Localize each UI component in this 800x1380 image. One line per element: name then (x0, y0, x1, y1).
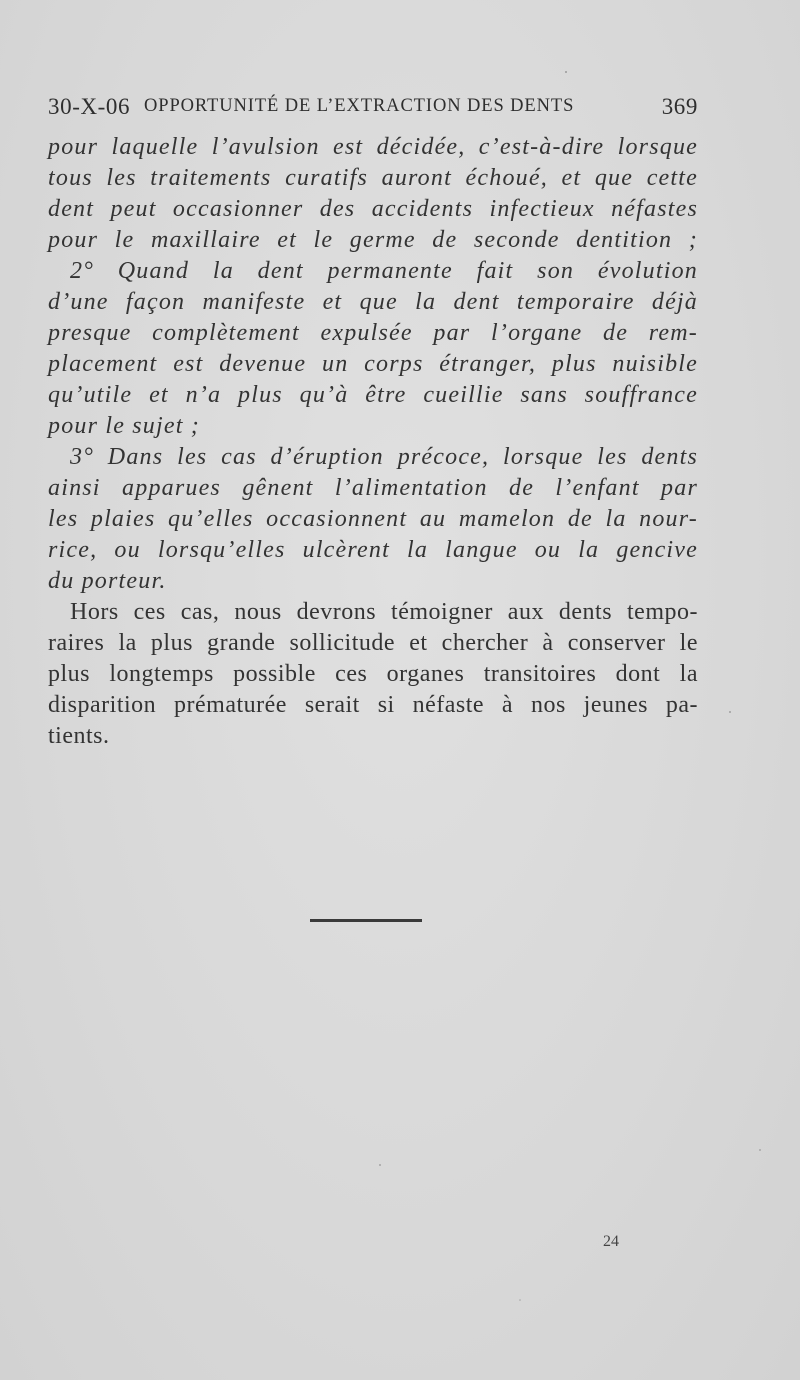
section-end-rule (310, 919, 422, 922)
text-line: pour laquelle l’avulsion est décidée, c’est-à-dire lorsque (48, 134, 698, 160)
header-title: OPPORTUNITÉ DE L’EXTRACTION DES DENTS (144, 96, 575, 116)
text-line: rice, ou lorsqu’elles ulcèrent la langue ou la gencive (48, 537, 698, 563)
text-line: dent peut occasionner des accidents infectieux néfastes (48, 196, 698, 222)
text-line: du porteur. (48, 568, 167, 594)
text-line: les plaies qu’elles occasionnent au mamelon de la nour- (48, 506, 698, 532)
page-number: 369 (661, 94, 698, 119)
text-line: disparition prématurée serait si néfaste à nos jeunes pa- (48, 692, 698, 718)
text-line: presque complètement expulsée par l’organe de rem- (48, 320, 698, 346)
paragraph-continuation (48, 132, 698, 256)
text-line: pour le sujet ; (48, 413, 200, 439)
text-line: ainsi apparues gênent l’alimentation de l’enfant par (48, 475, 698, 501)
text-line: qu’utile et n’a plus qu’à être cueillie sans souffrance (48, 382, 698, 408)
paragraph-closing (48, 597, 698, 752)
text-line: d’une façon manifeste et que la dent temporaire déjà (48, 289, 698, 315)
paragraph-item-2 (48, 256, 698, 442)
text-line: 3° Dans les cas d’éruption précoce, lorsque les dents (70, 444, 698, 470)
text-line: plus longtemps possible ces organes transitoires dont la (48, 661, 698, 687)
text-line: placement est devenue un corps étranger, plus nuisible (48, 351, 698, 377)
body-text (48, 132, 698, 752)
text-line: raires la plus grande sollicitude et chercher à conserver le (48, 630, 698, 656)
text-line: tous les traitements curatifs auront échoué, et que cette (48, 165, 698, 191)
signature-mark: 24 (603, 1233, 619, 1250)
text-line: pour le maxillaire et le germe de seconde dentition ; (48, 227, 698, 253)
text-line: Hors ces cas, nous devrons témoigner aux dents tempo- (70, 599, 698, 625)
text-line: tients. (48, 723, 110, 749)
text-line: 2° Quand la dent permanente fait son évolution (70, 258, 698, 284)
header-date: 30-X-06 (48, 94, 131, 119)
running-head (48, 94, 698, 128)
paragraph-item-3 (48, 442, 698, 597)
